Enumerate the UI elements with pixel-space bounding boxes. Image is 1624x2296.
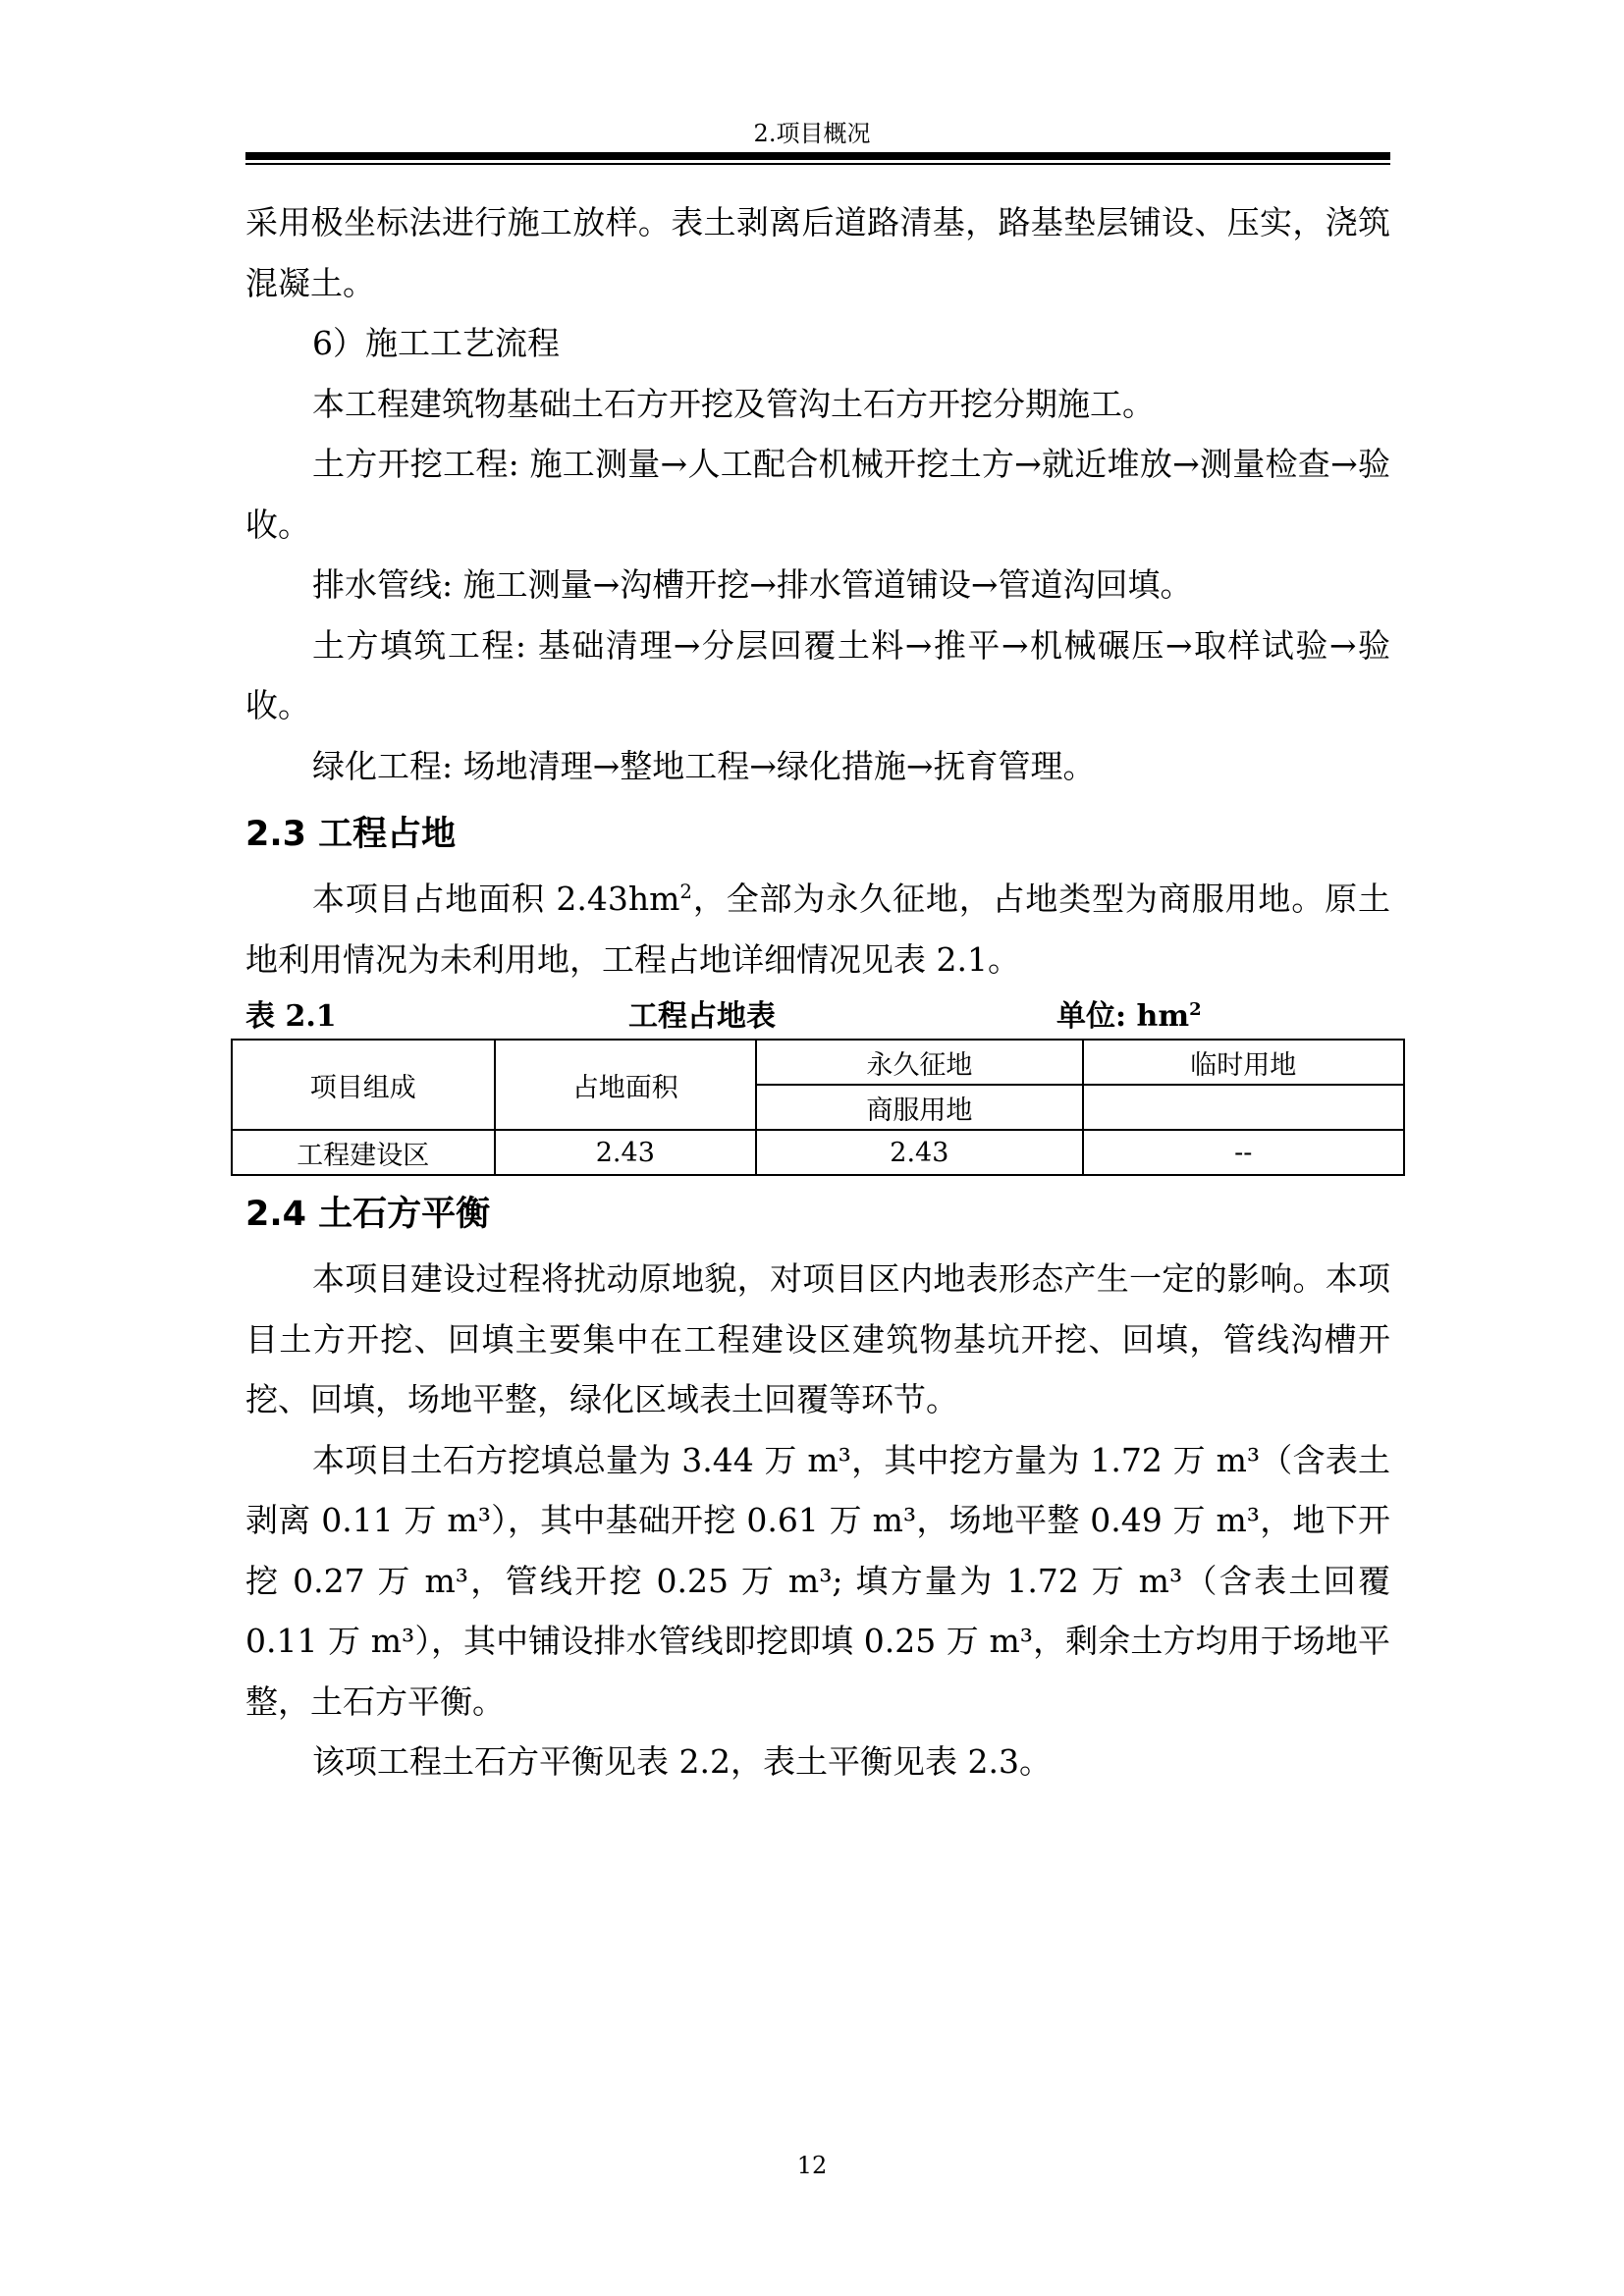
paragraph-land-occupation xyxy=(245,869,1390,989)
paragraph: 绿化工程: 场地清理→整地工程→绿化措施→抚育管理。 xyxy=(312,746,1096,785)
table-row xyxy=(232,1130,1404,1175)
paragraph: 本工程建筑物基础土石方开挖及管沟土石方开挖分期施工。 xyxy=(312,384,1155,423)
paragraph: 本项目建设过程将扰动原地貌，对项目区内地表形态产生一定的影响。本项目土方开挖、回填主要集中在工程建设区建筑物基坑开挖、回填，管线沟槽开挖、回填，场地平整，绿化区域表土回覆等环节。 xyxy=(245,1259,1390,1418)
table-header-row xyxy=(232,1040,1404,1085)
header-rule-thick xyxy=(245,152,1390,160)
table-cell: 2.43 xyxy=(495,1130,757,1175)
superscript: 2 xyxy=(679,881,692,903)
paragraph: 本项目土石方挖填总量为 3.44 万 m³，其中挖方量为 1.72 万 m³（含表土剥离 0.11 万 m³），其中基础开挖 0.61 万 m³，场地平整 0.49 万 m³，地下开挖 0.27 万 m³，管线开挖 0.25 万 m³; 填方量为 1.72 万 m³（含表土回覆 0.11 万 m³），其中铺设排水管线即挖即填 0.25 万 m³，剩余土方均用于场地平整，土石方平衡。 xyxy=(245,1440,1390,1721)
table-header-cell: 永久征地 xyxy=(756,1040,1082,1085)
table-cell: 2.43 xyxy=(756,1130,1082,1175)
paragraph: 土方填筑工程: 基础清理→分层回覆土料→推平→机械碾压→取样试验→验收。 xyxy=(245,625,1390,724)
paragraph: 采用极坐标法进行施工放样。表土剥离后道路清基，路基垫层铺设、压实，浇筑混凝土。 xyxy=(245,203,1390,302)
page-header: 2.项目概况 xyxy=(753,120,871,147)
table-cell: 工程建设区 xyxy=(232,1130,495,1175)
page-number: 12 xyxy=(796,2152,828,2179)
header-rule-thin xyxy=(245,163,1390,165)
text-fragment: 单位: hm xyxy=(1056,999,1190,1034)
table-header-cell: 商服用地 xyxy=(756,1085,1082,1130)
page-body xyxy=(245,192,1390,1792)
table-header-cell: 占地面积 xyxy=(495,1040,757,1130)
table-header-cell xyxy=(1083,1085,1404,1130)
table-header-cell: 项目组成 xyxy=(232,1040,495,1130)
table-number: 表 2.1 xyxy=(245,999,337,1034)
paragraph: 6）施工工艺流程 xyxy=(312,324,560,362)
section-heading-2-3: 2.3 工程占地 xyxy=(245,815,457,854)
land-occupation-table xyxy=(231,1039,1405,1176)
paragraph: 土方开挖工程: 施工测量→人工配合机械开挖土方→就近堆放→测量检查→验收。 xyxy=(245,445,1390,544)
superscript: 2 xyxy=(1189,999,1202,1020)
section-heading-2-4: 2.4 土石方平衡 xyxy=(245,1195,491,1234)
text-fragment: 本项目占地面积 2.43hm xyxy=(312,880,680,918)
table-cell: -- xyxy=(1083,1130,1404,1175)
table-unit xyxy=(1056,995,1202,1039)
table-header-cell: 临时用地 xyxy=(1083,1040,1404,1085)
paragraph: 该项工程土石方平衡见表 2.2，表土平衡见表 2.3。 xyxy=(312,1742,1052,1781)
table-caption xyxy=(245,995,1390,1039)
table-title: 工程占地表 xyxy=(628,999,776,1034)
paragraph: 排水管线: 施工测量→沟槽开挖→排水管道铺设→管道沟回填。 xyxy=(312,565,1193,604)
text-fragment: ，全部为永久征地，占地类型为商服用地。原土地利用情况为未利用地，工程占地详细情况见表 2.1。 xyxy=(245,880,1391,979)
